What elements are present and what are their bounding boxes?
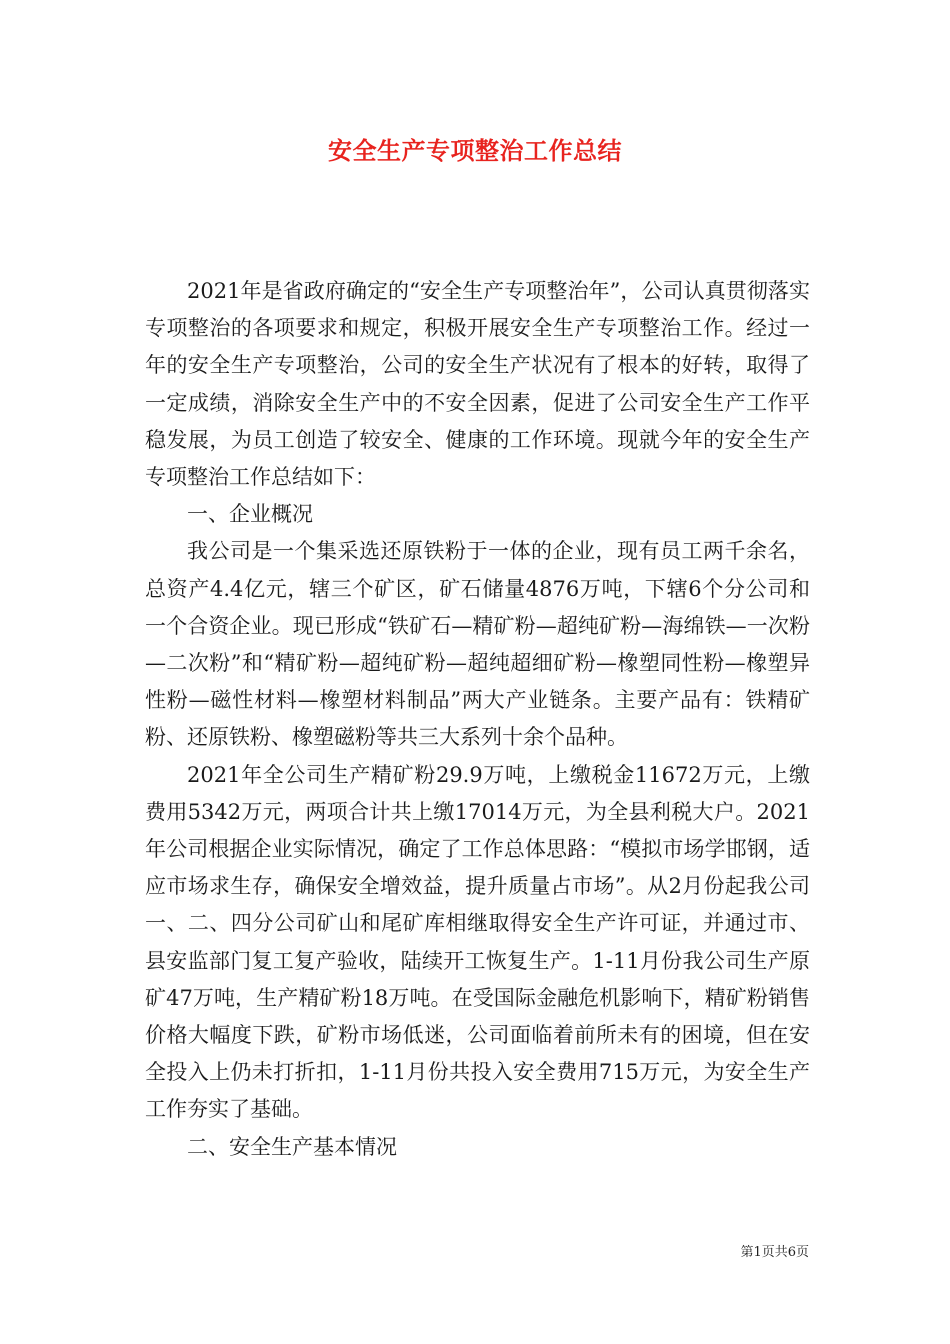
- page-number: 第1页共6页: [740, 1245, 809, 1260]
- document-title: 安全生产专项整治工作总结: [328, 136, 622, 165]
- overview-paragraph: 我公司是一个集采选还原铁粉于一体的企业，现有员工两千余名，总资产4.4亿元，辖三个矿区，矿石储量4876万吨，下辖6个分公司和一个合资企业。现已形成“铁矿石—精矿粉—超纯矿粉—海绵铁—一次粉—二次粉”和“精矿粉—超纯矿粉—超纯超细矿粉—橡塑同性粉—橡塑异性粉—磁性材料—橡塑材料制品”两大产业链条。主要产品有：铁精矿粉、还原铁粉、橡塑磁粉等共三大系列十余个品种。: [145, 539, 810, 750]
- section-heading-safety: 二、安全生产基本情况: [187, 1134, 397, 1159]
- intro-paragraph: 2021年是省政府确定的“安全生产专项整治年”，公司认真贯彻落实专项整治的各项要求和规定，积极开展安全生产专项整治工作。经过一年的安全生产专项整治，公司的安全生产状况有了根本的好转，取得了一定成绩，消除安全生产中的不安全因素，促进了公司安全生产工作平稳发展，为员工创造了较安全、健康的工作环境。现就今年的安全生产专项整治工作总结如下：: [145, 279, 810, 490]
- section-heading-overview: 一、企业概况: [187, 502, 313, 527]
- document-body: [145, 273, 810, 1166]
- production-paragraph: 2021年全公司生产精矿粉29.9万吨，上缴税金11672万元，上缴费用5342万元，两项合计共上缴17014万元，为全县利税大户。2021年公司根据企业实际情况，确定了工作总体思路：“模拟市场学邯钢，适应市场求生存，确保安全增效益，提升质量占市场”。从2月份起我公司一、二、四分公司矿山和尾矿库相继取得安全生产许可证，并通过市、县安监部门复工复产验收，陆续开工恢复生产。1-11月份我公司生产原矿47万吨，生产精矿粉18万吨。在受国际金融危机影响下，精矿粉销售价格大幅度下跌，矿粉市场低迷，公司面临着前所未有的困境，但在安全投入上仍未打折扣，1-11月份共投入安全费用715万元，为安全生产工作夯实了基础。: [145, 762, 810, 1122]
